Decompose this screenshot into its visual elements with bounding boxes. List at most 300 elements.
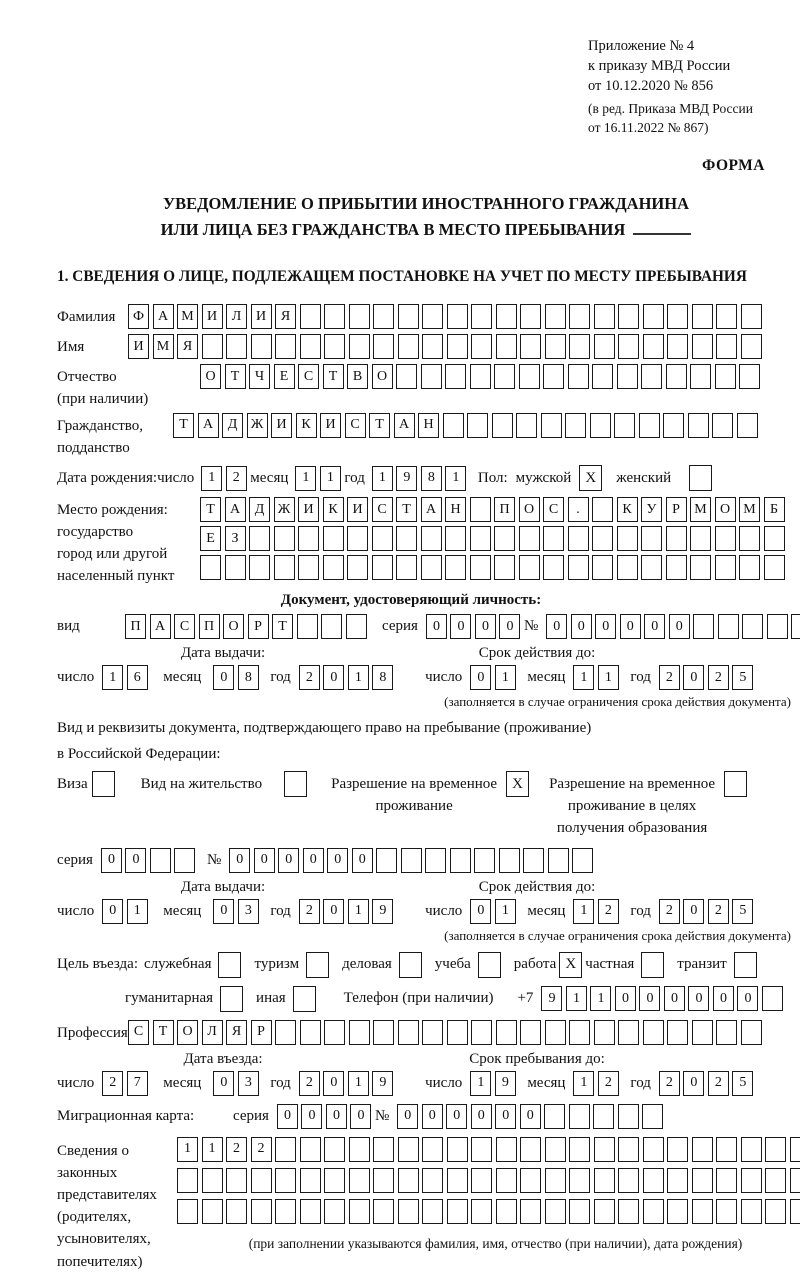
char-cell[interactable] — [692, 334, 713, 359]
char-cell[interactable]: 1 — [127, 899, 148, 924]
char-cell[interactable] — [641, 555, 662, 580]
char-cell[interactable] — [275, 1199, 296, 1224]
char-cell[interactable] — [741, 1020, 762, 1045]
char-cell[interactable]: Я — [177, 334, 198, 359]
char-cell[interactable]: Т — [200, 497, 221, 522]
char-cell[interactable] — [618, 334, 639, 359]
char-cell[interactable] — [641, 364, 662, 389]
char-cell[interactable] — [715, 555, 736, 580]
char-cell[interactable] — [519, 364, 540, 389]
char-cell[interactable] — [594, 1199, 615, 1224]
sex-male-checkbox[interactable]: X — [579, 465, 602, 491]
char-cell[interactable]: 0 — [327, 848, 348, 873]
char-cell[interactable] — [569, 1137, 590, 1162]
char-cell[interactable] — [226, 1168, 247, 1193]
char-cell[interactable] — [667, 1199, 688, 1224]
char-cell[interactable] — [519, 555, 540, 580]
char-cell[interactable] — [643, 1137, 664, 1162]
char-cell[interactable]: А — [150, 614, 171, 639]
char-cell[interactable] — [520, 1199, 541, 1224]
char-cell[interactable]: 0 — [664, 986, 685, 1011]
char-cell[interactable]: С — [543, 497, 564, 522]
char-cell[interactable] — [568, 526, 589, 551]
char-cell[interactable] — [323, 555, 344, 580]
char-cell[interactable] — [202, 1168, 223, 1193]
char-cell[interactable] — [519, 526, 540, 551]
char-cell[interactable]: О — [715, 497, 736, 522]
char-cell[interactable]: А — [198, 413, 219, 438]
char-cell[interactable] — [396, 364, 417, 389]
char-cell[interactable] — [447, 1168, 468, 1193]
char-cell[interactable] — [300, 304, 321, 329]
char-cell[interactable] — [692, 1137, 713, 1162]
char-cell[interactable] — [492, 413, 513, 438]
char-cell[interactable] — [614, 413, 635, 438]
char-cell[interactable]: 0 — [101, 848, 122, 873]
char-cell[interactable]: 2 — [708, 1071, 729, 1096]
char-cell[interactable]: 0 — [352, 848, 373, 873]
char-cell[interactable] — [474, 848, 495, 873]
char-cell[interactable] — [496, 1199, 517, 1224]
char-cell[interactable]: 0 — [615, 986, 636, 1011]
char-cell[interactable] — [298, 526, 319, 551]
char-cell[interactable] — [494, 555, 515, 580]
char-cell[interactable] — [398, 304, 419, 329]
char-cell[interactable]: 0 — [213, 899, 234, 924]
char-cell[interactable] — [275, 334, 296, 359]
char-cell[interactable]: 0 — [571, 614, 592, 639]
char-cell[interactable]: М — [739, 497, 760, 522]
char-cell[interactable]: И — [128, 334, 149, 359]
char-cell[interactable]: С — [174, 614, 195, 639]
char-cell[interactable]: Т — [396, 497, 417, 522]
char-cell[interactable] — [373, 1020, 394, 1045]
char-cell[interactable] — [594, 1168, 615, 1193]
purpose-official-checkbox[interactable] — [218, 952, 241, 978]
char-cell[interactable] — [545, 1199, 566, 1224]
char-cell[interactable] — [251, 1199, 272, 1224]
char-cell[interactable]: И — [347, 497, 368, 522]
char-cell[interactable]: С — [345, 413, 366, 438]
char-cell[interactable]: Ч — [249, 364, 270, 389]
char-cell[interactable] — [297, 614, 318, 639]
char-cell[interactable] — [520, 304, 541, 329]
char-cell[interactable] — [593, 1104, 614, 1129]
char-cell[interactable] — [544, 1104, 565, 1129]
char-cell[interactable] — [177, 1199, 198, 1224]
char-cell[interactable]: 1 — [598, 665, 619, 690]
char-cell[interactable] — [639, 413, 660, 438]
char-cell[interactable] — [543, 526, 564, 551]
char-cell[interactable] — [520, 1168, 541, 1193]
char-cell[interactable]: 0 — [713, 986, 734, 1011]
char-cell[interactable] — [545, 304, 566, 329]
char-cell[interactable] — [692, 304, 713, 329]
char-cell[interactable] — [470, 555, 491, 580]
char-cell[interactable]: А — [421, 497, 442, 522]
char-cell[interactable] — [765, 1137, 786, 1162]
char-cell[interactable] — [445, 526, 466, 551]
char-cell[interactable] — [445, 364, 466, 389]
char-cell[interactable]: 0 — [213, 1071, 234, 1096]
char-cell[interactable] — [739, 364, 760, 389]
char-cell[interactable] — [373, 334, 394, 359]
char-cell[interactable]: 3 — [238, 1071, 259, 1096]
char-cell[interactable] — [569, 1199, 590, 1224]
char-cell[interactable] — [693, 614, 714, 639]
char-cell[interactable]: 0 — [301, 1104, 322, 1129]
char-cell[interactable]: К — [617, 497, 638, 522]
char-cell[interactable] — [200, 555, 221, 580]
char-cell[interactable]: 5 — [732, 899, 753, 924]
char-cell[interactable]: 1 — [201, 466, 222, 491]
char-cell[interactable]: 9 — [541, 986, 562, 1011]
char-cell[interactable]: Р — [666, 497, 687, 522]
char-cell[interactable] — [765, 1168, 786, 1193]
char-cell[interactable] — [349, 1199, 370, 1224]
purpose-work-checkbox[interactable]: X — [559, 952, 582, 978]
char-cell[interactable] — [494, 364, 515, 389]
char-cell[interactable] — [349, 1168, 370, 1193]
char-cell[interactable]: 0 — [102, 899, 123, 924]
char-cell[interactable] — [471, 1199, 492, 1224]
char-cell[interactable] — [741, 1168, 762, 1193]
char-cell[interactable]: З — [225, 526, 246, 551]
char-cell[interactable] — [274, 555, 295, 580]
char-cell[interactable] — [790, 1168, 800, 1193]
char-cell[interactable] — [496, 1020, 517, 1045]
char-cell[interactable] — [712, 413, 733, 438]
char-cell[interactable]: И — [271, 413, 292, 438]
residence-permit-checkbox[interactable] — [284, 771, 307, 797]
char-cell[interactable]: О — [519, 497, 540, 522]
visa-checkbox[interactable] — [92, 771, 115, 797]
char-cell[interactable]: 1 — [372, 466, 393, 491]
char-cell[interactable] — [470, 526, 491, 551]
char-cell[interactable] — [617, 364, 638, 389]
char-cell[interactable] — [470, 364, 491, 389]
char-cell[interactable] — [762, 986, 783, 1011]
char-cell[interactable]: Е — [274, 364, 295, 389]
char-cell[interactable]: 0 — [470, 899, 491, 924]
char-cell[interactable] — [543, 555, 564, 580]
char-cell[interactable]: 0 — [683, 899, 704, 924]
char-cell[interactable] — [667, 1137, 688, 1162]
char-cell[interactable] — [398, 1020, 419, 1045]
char-cell[interactable]: 0 — [326, 1104, 347, 1129]
char-cell[interactable]: 0 — [470, 665, 491, 690]
char-cell[interactable] — [716, 1137, 737, 1162]
char-cell[interactable] — [716, 334, 737, 359]
char-cell[interactable] — [471, 304, 492, 329]
char-cell[interactable]: 0 — [446, 1104, 467, 1129]
char-cell[interactable] — [249, 555, 270, 580]
char-cell[interactable]: 2 — [708, 899, 729, 924]
char-cell[interactable] — [422, 304, 443, 329]
char-cell[interactable] — [569, 1168, 590, 1193]
char-cell[interactable] — [572, 848, 593, 873]
char-cell[interactable]: С — [372, 497, 393, 522]
char-cell[interactable] — [443, 413, 464, 438]
char-cell[interactable]: 0 — [669, 614, 690, 639]
char-cell[interactable] — [716, 1020, 737, 1045]
char-cell[interactable] — [716, 304, 737, 329]
char-cell[interactable] — [617, 526, 638, 551]
char-cell[interactable] — [373, 1168, 394, 1193]
char-cell[interactable]: О — [177, 1020, 198, 1045]
purpose-business-checkbox[interactable] — [399, 952, 422, 978]
char-cell[interactable]: П — [125, 614, 146, 639]
char-cell[interactable] — [618, 1104, 639, 1129]
char-cell[interactable]: 1 — [495, 665, 516, 690]
char-cell[interactable] — [592, 497, 613, 522]
char-cell[interactable] — [741, 1137, 762, 1162]
char-cell[interactable]: Т — [369, 413, 390, 438]
char-cell[interactable] — [324, 1137, 345, 1162]
char-cell[interactable]: Н — [445, 497, 466, 522]
char-cell[interactable]: 9 — [372, 1071, 393, 1096]
char-cell[interactable] — [398, 334, 419, 359]
char-cell[interactable] — [425, 848, 446, 873]
char-cell[interactable]: Л — [226, 304, 247, 329]
char-cell[interactable]: И — [298, 497, 319, 522]
char-cell[interactable]: С — [298, 364, 319, 389]
char-cell[interactable]: 2 — [251, 1137, 272, 1162]
char-cell[interactable]: О — [223, 614, 244, 639]
char-cell[interactable]: . — [568, 497, 589, 522]
char-cell[interactable]: Ж — [247, 413, 268, 438]
char-cell[interactable] — [618, 1168, 639, 1193]
char-cell[interactable] — [471, 1137, 492, 1162]
char-cell[interactable]: М — [690, 497, 711, 522]
char-cell[interactable]: 5 — [732, 1071, 753, 1096]
char-cell[interactable]: 1 — [495, 899, 516, 924]
char-cell[interactable] — [718, 614, 739, 639]
char-cell[interactable]: 2 — [659, 1071, 680, 1096]
char-cell[interactable] — [523, 848, 544, 873]
char-cell[interactable]: 9 — [495, 1071, 516, 1096]
char-cell[interactable] — [447, 1020, 468, 1045]
char-cell[interactable] — [496, 1168, 517, 1193]
char-cell[interactable]: 1 — [102, 665, 123, 690]
char-cell[interactable]: 7 — [127, 1071, 148, 1096]
char-cell[interactable]: 0 — [683, 1071, 704, 1096]
char-cell[interactable] — [275, 1020, 296, 1045]
char-cell[interactable] — [300, 334, 321, 359]
char-cell[interactable] — [741, 1199, 762, 1224]
char-cell[interactable]: Т — [323, 364, 344, 389]
char-cell[interactable] — [667, 1020, 688, 1045]
char-cell[interactable] — [275, 1137, 296, 1162]
char-cell[interactable] — [739, 555, 760, 580]
char-cell[interactable]: И — [202, 304, 223, 329]
char-cell[interactable]: 1 — [573, 899, 594, 924]
char-cell[interactable]: 0 — [475, 614, 496, 639]
char-cell[interactable] — [372, 526, 393, 551]
char-cell[interactable]: 2 — [708, 665, 729, 690]
char-cell[interactable] — [499, 848, 520, 873]
char-cell[interactable]: 1 — [566, 986, 587, 1011]
char-cell[interactable]: 0 — [546, 614, 567, 639]
char-cell[interactable]: 8 — [421, 466, 442, 491]
char-cell[interactable] — [226, 334, 247, 359]
char-cell[interactable] — [471, 334, 492, 359]
char-cell[interactable] — [741, 304, 762, 329]
char-cell[interactable] — [520, 334, 541, 359]
char-cell[interactable] — [716, 1199, 737, 1224]
char-cell[interactable] — [590, 413, 611, 438]
char-cell[interactable] — [249, 526, 270, 551]
char-cell[interactable]: 2 — [598, 899, 619, 924]
char-cell[interactable] — [202, 334, 223, 359]
char-cell[interactable] — [349, 1020, 370, 1045]
char-cell[interactable] — [447, 304, 468, 329]
char-cell[interactable] — [445, 555, 466, 580]
char-cell[interactable]: О — [200, 364, 221, 389]
char-cell[interactable] — [642, 1104, 663, 1129]
char-cell[interactable] — [643, 304, 664, 329]
char-cell[interactable]: К — [323, 497, 344, 522]
char-cell[interactable] — [324, 1199, 345, 1224]
char-cell[interactable] — [422, 1020, 443, 1045]
char-cell[interactable]: В — [347, 364, 368, 389]
char-cell[interactable] — [373, 1199, 394, 1224]
char-cell[interactable]: 0 — [644, 614, 665, 639]
char-cell[interactable] — [667, 304, 688, 329]
char-cell[interactable]: 0 — [426, 614, 447, 639]
char-cell[interactable]: 8 — [238, 665, 259, 690]
char-cell[interactable] — [618, 1137, 639, 1162]
char-cell[interactable]: 1 — [348, 1071, 369, 1096]
char-cell[interactable] — [594, 304, 615, 329]
char-cell[interactable]: Р — [251, 1020, 272, 1045]
char-cell[interactable]: А — [225, 497, 246, 522]
char-cell[interactable] — [767, 614, 788, 639]
char-cell[interactable]: 2 — [299, 1071, 320, 1096]
char-cell[interactable]: 2 — [102, 1071, 123, 1096]
char-cell[interactable] — [618, 1020, 639, 1045]
char-cell[interactable] — [422, 1199, 443, 1224]
char-cell[interactable]: 0 — [471, 1104, 492, 1129]
char-cell[interactable]: Т — [173, 413, 194, 438]
char-cell[interactable] — [349, 1137, 370, 1162]
char-cell[interactable] — [324, 334, 345, 359]
char-cell[interactable]: 0 — [499, 614, 520, 639]
char-cell[interactable]: Ж — [274, 497, 295, 522]
char-cell[interactable] — [422, 334, 443, 359]
char-cell[interactable] — [692, 1168, 713, 1193]
char-cell[interactable] — [690, 555, 711, 580]
char-cell[interactable] — [471, 1168, 492, 1193]
char-cell[interactable] — [274, 526, 295, 551]
char-cell[interactable]: 0 — [737, 986, 758, 1011]
char-cell[interactable] — [520, 1137, 541, 1162]
char-cell[interactable] — [396, 555, 417, 580]
char-cell[interactable] — [741, 334, 762, 359]
char-cell[interactable] — [737, 413, 758, 438]
char-cell[interactable] — [690, 526, 711, 551]
char-cell[interactable] — [324, 304, 345, 329]
char-cell[interactable] — [543, 364, 564, 389]
char-cell[interactable] — [376, 848, 397, 873]
char-cell[interactable] — [421, 364, 442, 389]
char-cell[interactable]: 0 — [688, 986, 709, 1011]
char-cell[interactable] — [617, 555, 638, 580]
char-cell[interactable] — [592, 555, 613, 580]
char-cell[interactable]: И — [251, 304, 272, 329]
char-cell[interactable] — [716, 1168, 737, 1193]
char-cell[interactable] — [447, 1137, 468, 1162]
char-cell[interactable] — [494, 526, 515, 551]
char-cell[interactable] — [202, 1199, 223, 1224]
char-cell[interactable]: 2 — [598, 1071, 619, 1096]
char-cell[interactable]: 0 — [350, 1104, 371, 1129]
char-cell[interactable]: 0 — [303, 848, 324, 873]
char-cell[interactable]: 1 — [348, 665, 369, 690]
char-cell[interactable] — [300, 1020, 321, 1045]
char-cell[interactable] — [569, 1104, 590, 1129]
char-cell[interactable] — [667, 1168, 688, 1193]
char-cell[interactable] — [347, 555, 368, 580]
char-cell[interactable]: 1 — [348, 899, 369, 924]
char-cell[interactable] — [541, 413, 562, 438]
char-cell[interactable]: У — [641, 497, 662, 522]
char-cell[interactable]: Т — [225, 364, 246, 389]
char-cell[interactable]: И — [320, 413, 341, 438]
char-cell[interactable]: Д — [249, 497, 270, 522]
char-cell[interactable] — [688, 413, 709, 438]
char-cell[interactable] — [373, 1137, 394, 1162]
temp-permit-edu-checkbox[interactable] — [724, 771, 747, 797]
char-cell[interactable]: 0 — [450, 614, 471, 639]
char-cell[interactable] — [569, 1020, 590, 1045]
char-cell[interactable] — [548, 848, 569, 873]
char-cell[interactable] — [225, 555, 246, 580]
char-cell[interactable]: 0 — [323, 1071, 344, 1096]
char-cell[interactable] — [592, 364, 613, 389]
char-cell[interactable] — [667, 334, 688, 359]
char-cell[interactable]: 9 — [372, 899, 393, 924]
char-cell[interactable] — [398, 1137, 419, 1162]
char-cell[interactable] — [692, 1020, 713, 1045]
char-cell[interactable] — [765, 1199, 786, 1224]
char-cell[interactable]: П — [494, 497, 515, 522]
purpose-study-checkbox[interactable] — [478, 952, 501, 978]
char-cell[interactable]: Ф — [128, 304, 149, 329]
char-cell[interactable] — [398, 1168, 419, 1193]
char-cell[interactable] — [300, 1137, 321, 1162]
char-cell[interactable] — [643, 1168, 664, 1193]
purpose-other-checkbox[interactable] — [293, 986, 316, 1012]
char-cell[interactable] — [349, 304, 370, 329]
char-cell[interactable] — [618, 304, 639, 329]
char-cell[interactable]: 9 — [396, 466, 417, 491]
char-cell[interactable] — [174, 848, 195, 873]
char-cell[interactable] — [467, 413, 488, 438]
char-cell[interactable] — [275, 1168, 296, 1193]
char-cell[interactable]: 1 — [202, 1137, 223, 1162]
char-cell[interactable] — [349, 334, 370, 359]
char-cell[interactable] — [300, 1168, 321, 1193]
char-cell[interactable]: Б — [764, 497, 785, 522]
char-cell[interactable]: 1 — [445, 466, 466, 491]
char-cell[interactable]: 2 — [299, 899, 320, 924]
char-cell[interactable]: 2 — [659, 665, 680, 690]
char-cell[interactable]: 3 — [238, 899, 259, 924]
char-cell[interactable]: 0 — [683, 665, 704, 690]
char-cell[interactable] — [545, 1020, 566, 1045]
char-cell[interactable] — [742, 614, 763, 639]
